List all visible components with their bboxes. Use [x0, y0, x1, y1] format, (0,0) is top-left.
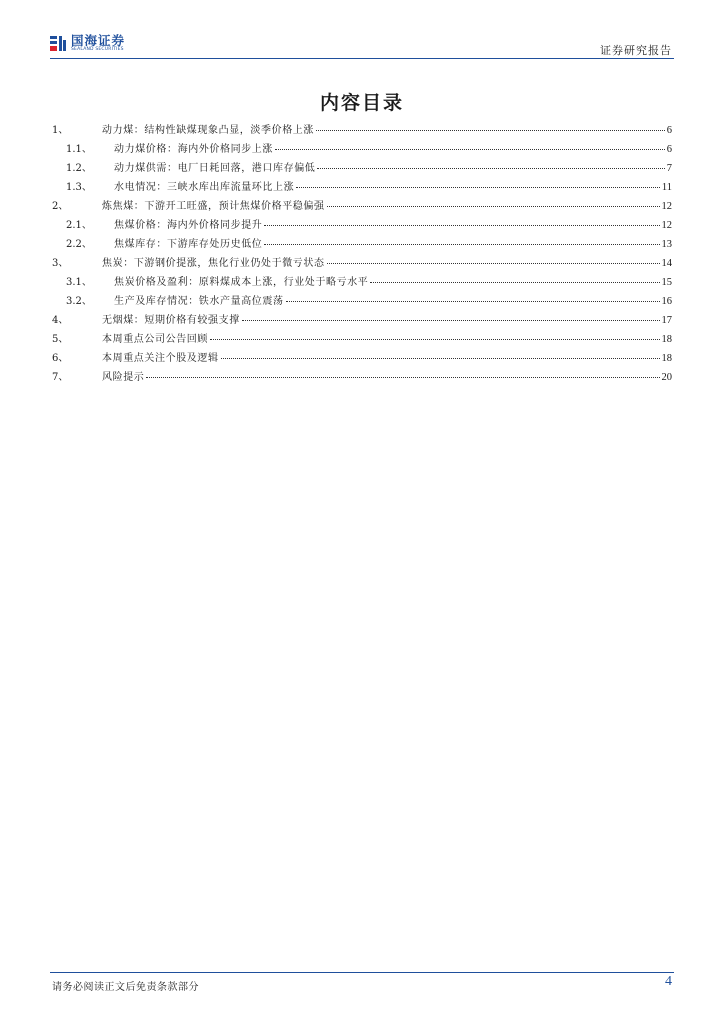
- toc-entry[interactable]: [52, 273, 672, 292]
- toc-entry[interactable]: [52, 235, 672, 254]
- toc-entry-title: 本周重点公司公告回顾: [102, 334, 208, 345]
- toc-entry-title: 动力煤价格：海内外价格同步上涨: [114, 144, 273, 155]
- toc-entry-number: 2、: [52, 201, 69, 212]
- toc-entry-number: 2.1、: [66, 220, 92, 231]
- toc-dot-leader: [264, 225, 659, 226]
- footer-divider: [50, 972, 674, 973]
- sealand-logo-icon: [50, 35, 67, 52]
- toc-entry-number: 3、: [52, 258, 69, 269]
- toc-entry-number: 5、: [52, 334, 69, 345]
- toc-entry-page: 11: [661, 182, 672, 193]
- toc-entry-page: 12: [661, 201, 672, 212]
- toc-entry[interactable]: [52, 311, 672, 330]
- toc-dot-leader: [296, 187, 660, 188]
- toc-dot-leader: [327, 206, 660, 207]
- toc-entry[interactable]: [52, 349, 672, 368]
- toc-entry-title: 动力煤供需：电厂日耗回落，港口库存偏低: [114, 163, 316, 174]
- toc-dot-leader: [370, 282, 659, 283]
- toc-entry[interactable]: [52, 254, 672, 273]
- toc-dot-leader: [242, 320, 660, 321]
- toc-entry-page: 6: [666, 144, 672, 155]
- toc-entry[interactable]: [52, 216, 672, 235]
- toc-dot-leader: [210, 339, 660, 340]
- toc-dot-leader: [316, 130, 665, 131]
- toc-entry-page: 20: [661, 372, 672, 383]
- toc-entry[interactable]: [52, 368, 672, 387]
- toc-entry-number: 1.3、: [66, 182, 92, 193]
- toc-entry-title: 焦煤库存：下游库存处历史低位: [114, 239, 263, 250]
- toc-entry-number: 3.1、: [66, 277, 92, 288]
- toc-entry-page: 6: [666, 125, 672, 136]
- toc-entry-number: 7、: [52, 372, 69, 383]
- toc-dot-leader: [221, 358, 660, 359]
- toc-dot-leader: [286, 301, 660, 302]
- logo-english-name: SEALAND SECURITIES: [71, 47, 124, 52]
- toc-entry-page: 18: [661, 334, 672, 345]
- toc-entry-title: 风险提示: [102, 372, 145, 383]
- toc-entry-number: 4、: [52, 315, 69, 326]
- toc-entry-page: 16: [661, 296, 672, 307]
- toc-entry-page: 12: [661, 220, 672, 231]
- toc-entry[interactable]: [52, 178, 672, 197]
- toc-entry-title: 无烟煤：短期价格有较强支撑: [102, 315, 240, 326]
- toc-entry[interactable]: [52, 140, 672, 159]
- page-title: 内容目录: [319, 92, 404, 114]
- footer-disclaimer: 请务必阅读正文后免责条款部分: [52, 982, 199, 993]
- toc-entry[interactable]: [52, 330, 672, 349]
- toc-entry-title: 生产及库存情况：铁水产量高位震荡: [114, 296, 284, 307]
- toc-entry-number: 2.2、: [66, 239, 92, 250]
- toc-entry-page: 15: [661, 277, 672, 288]
- toc-entry-title: 焦炭：下游钢价提涨，焦化行业仍处于微亏状态: [102, 258, 325, 269]
- toc-entry[interactable]: [52, 197, 672, 216]
- toc-entry-title: 焦炭价格及盈利：原料煤成本上涨，行业处于略亏水平: [114, 277, 369, 288]
- header-divider: [50, 58, 674, 59]
- toc-entry-title: 炼焦煤：下游开工旺盛，预计焦煤价格平稳偏强: [102, 201, 325, 212]
- toc-entry-number: 1.1、: [66, 144, 92, 155]
- toc-entry[interactable]: [52, 292, 672, 311]
- toc-entry-title: 本周重点关注个股及逻辑: [102, 353, 219, 364]
- toc-entry-number: 6、: [52, 353, 69, 364]
- toc-entry-page: 7: [666, 163, 672, 174]
- toc-entry-page: 18: [661, 353, 672, 364]
- toc-entry[interactable]: [52, 159, 672, 178]
- toc-dot-leader: [264, 244, 659, 245]
- toc-entry-title: 动力煤：结构性缺煤现象凸显，淡季价格上涨: [102, 125, 314, 136]
- toc-dot-leader: [317, 168, 664, 169]
- toc-entry-title: 水电情况：三峡水库出库流量环比上涨: [114, 182, 295, 193]
- table-of-contents: [52, 121, 672, 387]
- toc-entry-number: 3.2、: [66, 296, 92, 307]
- toc-entry-page: 17: [661, 315, 672, 326]
- toc-dot-leader: [327, 263, 660, 264]
- toc-entry[interactable]: [52, 121, 672, 140]
- logo-chinese-name: 国海证券: [71, 33, 126, 48]
- toc-dot-leader: [146, 377, 659, 378]
- toc-entry-page: 14: [661, 258, 672, 269]
- toc-entry-title: 焦煤价格：海内外价格同步提升: [114, 220, 263, 231]
- page-number: 4: [665, 974, 672, 989]
- report-type-label: 证券研究报告: [600, 44, 672, 57]
- sealand-logo: [50, 33, 125, 53]
- toc-dot-leader: [275, 149, 665, 150]
- toc-entry-number: 1、: [52, 125, 69, 136]
- toc-entry-number: 1.2、: [66, 163, 92, 174]
- toc-entry-page: 13: [661, 239, 672, 250]
